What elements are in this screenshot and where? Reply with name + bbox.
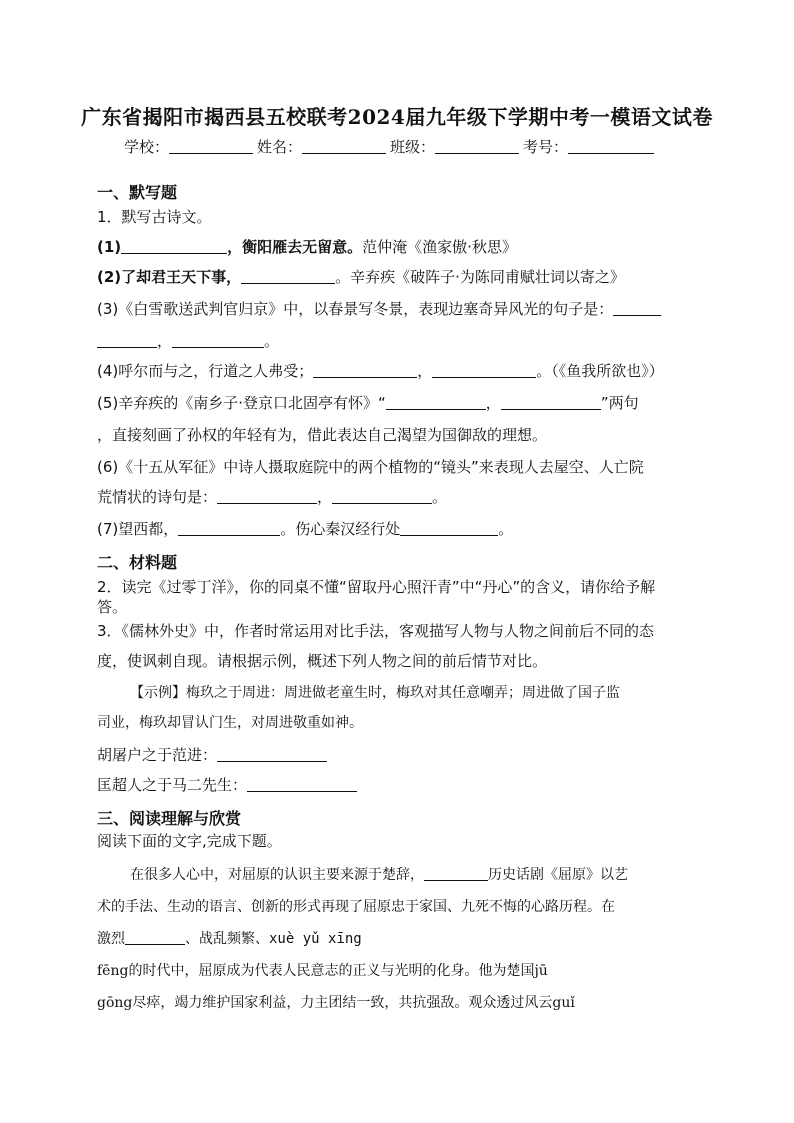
passage-line-4: fēng的时代中，屈原成为代表人民意志的正义与光明的化身。他为楚国jū bbox=[97, 963, 548, 979]
q1-item-4 bbox=[97, 360, 664, 381]
q1-item-6-text: 荒情状的诗句是： bbox=[97, 488, 218, 506]
answer-blank[interactable] bbox=[432, 363, 536, 378]
punct: ， bbox=[417, 362, 433, 380]
punct: 。 bbox=[498, 520, 514, 538]
question-1: 1．默写古诗文。 bbox=[97, 208, 212, 226]
example-line-2: 司业，梅玖却冒认门生，对周进敬重如神。 bbox=[97, 715, 363, 731]
q1-item-1 bbox=[97, 236, 517, 257]
q1-item-5-tail: ”两句 bbox=[600, 394, 639, 412]
name-field[interactable] bbox=[302, 139, 386, 154]
school-label: 学校： bbox=[124, 138, 170, 156]
answer-blank[interactable] bbox=[613, 301, 661, 316]
section-heading-material: 二、材料题 bbox=[97, 553, 178, 572]
question-3-line-1: 3．《儒林外史》中，作者时常运用对比手法，客观描写人物与人物之间前后不同的态 bbox=[97, 622, 655, 640]
passage-text: 激烈 bbox=[97, 931, 125, 947]
q1-item-2-text: (2)了却君王天下事， bbox=[97, 268, 242, 286]
q1-item-2-source: 。辛弃疾《破阵子·为陈同甫赋壮词以寄之》 bbox=[335, 268, 625, 286]
passage-line-1 bbox=[130, 864, 628, 884]
q1-item-3-line-2 bbox=[97, 330, 279, 351]
answer-blank[interactable] bbox=[247, 777, 357, 792]
reading-intro: 阅读下面的文字,完成下题。 bbox=[97, 832, 282, 850]
page-title: 广东省揭阳市揭西县五校联考2024届九年级下学期中考一模语文试卷 bbox=[81, 105, 713, 129]
exam-no-label: 考号： bbox=[523, 138, 569, 156]
answer-blank[interactable] bbox=[400, 521, 498, 536]
answer-blank[interactable] bbox=[332, 489, 432, 504]
answer-blank[interactable] bbox=[217, 489, 317, 504]
answer-blank[interactable] bbox=[178, 521, 280, 536]
class-field[interactable] bbox=[435, 139, 519, 154]
q1-item-6-line-1: (6)《十五从军征》中诗人摄取庭院中的两个植物的“镜头”来表现人去屋空、人亡院 bbox=[97, 458, 644, 476]
answer-blank[interactable] bbox=[121, 239, 227, 254]
q1-item-1-source: 范仲淹《渔家傲·秋思》 bbox=[362, 238, 517, 256]
passage-line-5: gōng尽瘁，竭力维护国家利益，力主团结一致，共抗强敌。观众透过风云guǐ bbox=[97, 995, 575, 1011]
punct: ， bbox=[317, 488, 333, 506]
q1-item-3-line-1 bbox=[97, 298, 661, 319]
example-line-1: 【示例】梅玖之于周进：周进做老童生时，梅玖对其任意嘲弄；周进做了国子监 bbox=[130, 685, 620, 701]
name-label: 姓名： bbox=[257, 138, 303, 156]
answer-blank[interactable] bbox=[97, 333, 157, 348]
q3-item-hu bbox=[97, 744, 327, 765]
q3-item-kuang bbox=[97, 774, 357, 795]
passage-line-3 bbox=[97, 928, 362, 948]
answer-blank[interactable] bbox=[241, 269, 335, 284]
answer-blank[interactable] bbox=[424, 866, 488, 881]
q1-item-2 bbox=[97, 266, 625, 287]
q1-item-5-line-2: ，直接刻画了孙权的年轻有为，借此表达自己渴望为国御敌的理想。 bbox=[97, 426, 548, 444]
q1-item-7 bbox=[97, 518, 513, 539]
passage-text: 在很多人心中，对屈原的认识主要来源于楚辞， bbox=[130, 867, 424, 883]
question-2-line-1: 2．读完《过零丁洋》，你的同桌不懂“留取丹心照汗青”中“丹心”的含义，请你给予解 bbox=[97, 578, 656, 596]
punct: 。 bbox=[264, 332, 280, 350]
q1-item-5-line-1 bbox=[97, 392, 639, 413]
q1-item-7-text: (7)望西都， bbox=[97, 520, 179, 538]
punct: 。 bbox=[432, 488, 448, 506]
q3-item-hu-label: 胡屠户之于范进： bbox=[97, 746, 218, 764]
q1-item-6-line-2 bbox=[97, 486, 447, 507]
passage-text: 历史话剧《屈原》以艺 bbox=[488, 867, 628, 883]
exam-no-field[interactable] bbox=[568, 139, 654, 154]
section-heading-dictation: 一、默写题 bbox=[97, 183, 178, 202]
q1-item-4-text: (4)呼尔而与之，行道之人弗受； bbox=[97, 362, 314, 380]
answer-blank[interactable] bbox=[501, 395, 601, 410]
answer-blank[interactable] bbox=[125, 930, 185, 945]
question-3-line-2: 度，使讽刺自现。请根据示例，概述下列人物之间的前后情节对比。 bbox=[97, 652, 548, 670]
class-label: 班级： bbox=[390, 138, 436, 156]
school-field[interactable] bbox=[169, 139, 253, 154]
q1-item-7-text-2: 。伤心秦汉经行处 bbox=[280, 520, 401, 538]
punct: ， bbox=[485, 394, 501, 412]
q1-item-4-source: 。（《鱼我所欲也》） bbox=[536, 362, 664, 380]
q1-item-5-text: (5)辛弃疾的《南乡子·登京口北固亭有怀》“ bbox=[97, 394, 386, 412]
question-2-line-2: 答。 bbox=[97, 598, 128, 616]
section-heading-reading: 三、阅读理解与欣赏 bbox=[97, 809, 242, 828]
student-info-row bbox=[124, 136, 658, 157]
answer-blank[interactable] bbox=[172, 333, 264, 348]
answer-blank[interactable] bbox=[386, 395, 486, 410]
answer-blank[interactable] bbox=[217, 747, 327, 762]
passage-line-2: 术的手法、生动的语言、创新的形式再现了屈原忠于家国、九死不悔的心路历程。在 bbox=[97, 899, 615, 915]
q1-item-1-text: ，衡阳雁去无留意。 bbox=[227, 238, 363, 256]
passage-text: 、战乱频繁、xuè yǔ xīng bbox=[185, 931, 362, 947]
q3-item-kuang-label: 匡超人之于马二先生： bbox=[97, 776, 248, 794]
punct: ， bbox=[157, 332, 173, 350]
answer-blank[interactable] bbox=[313, 363, 417, 378]
q1-item-1-num: (1) bbox=[97, 238, 122, 256]
q1-item-3-text: (3)《白雪歌送武判官归京》中，以春景写冬景，表现边塞奇异风光的句子是： bbox=[97, 300, 614, 318]
